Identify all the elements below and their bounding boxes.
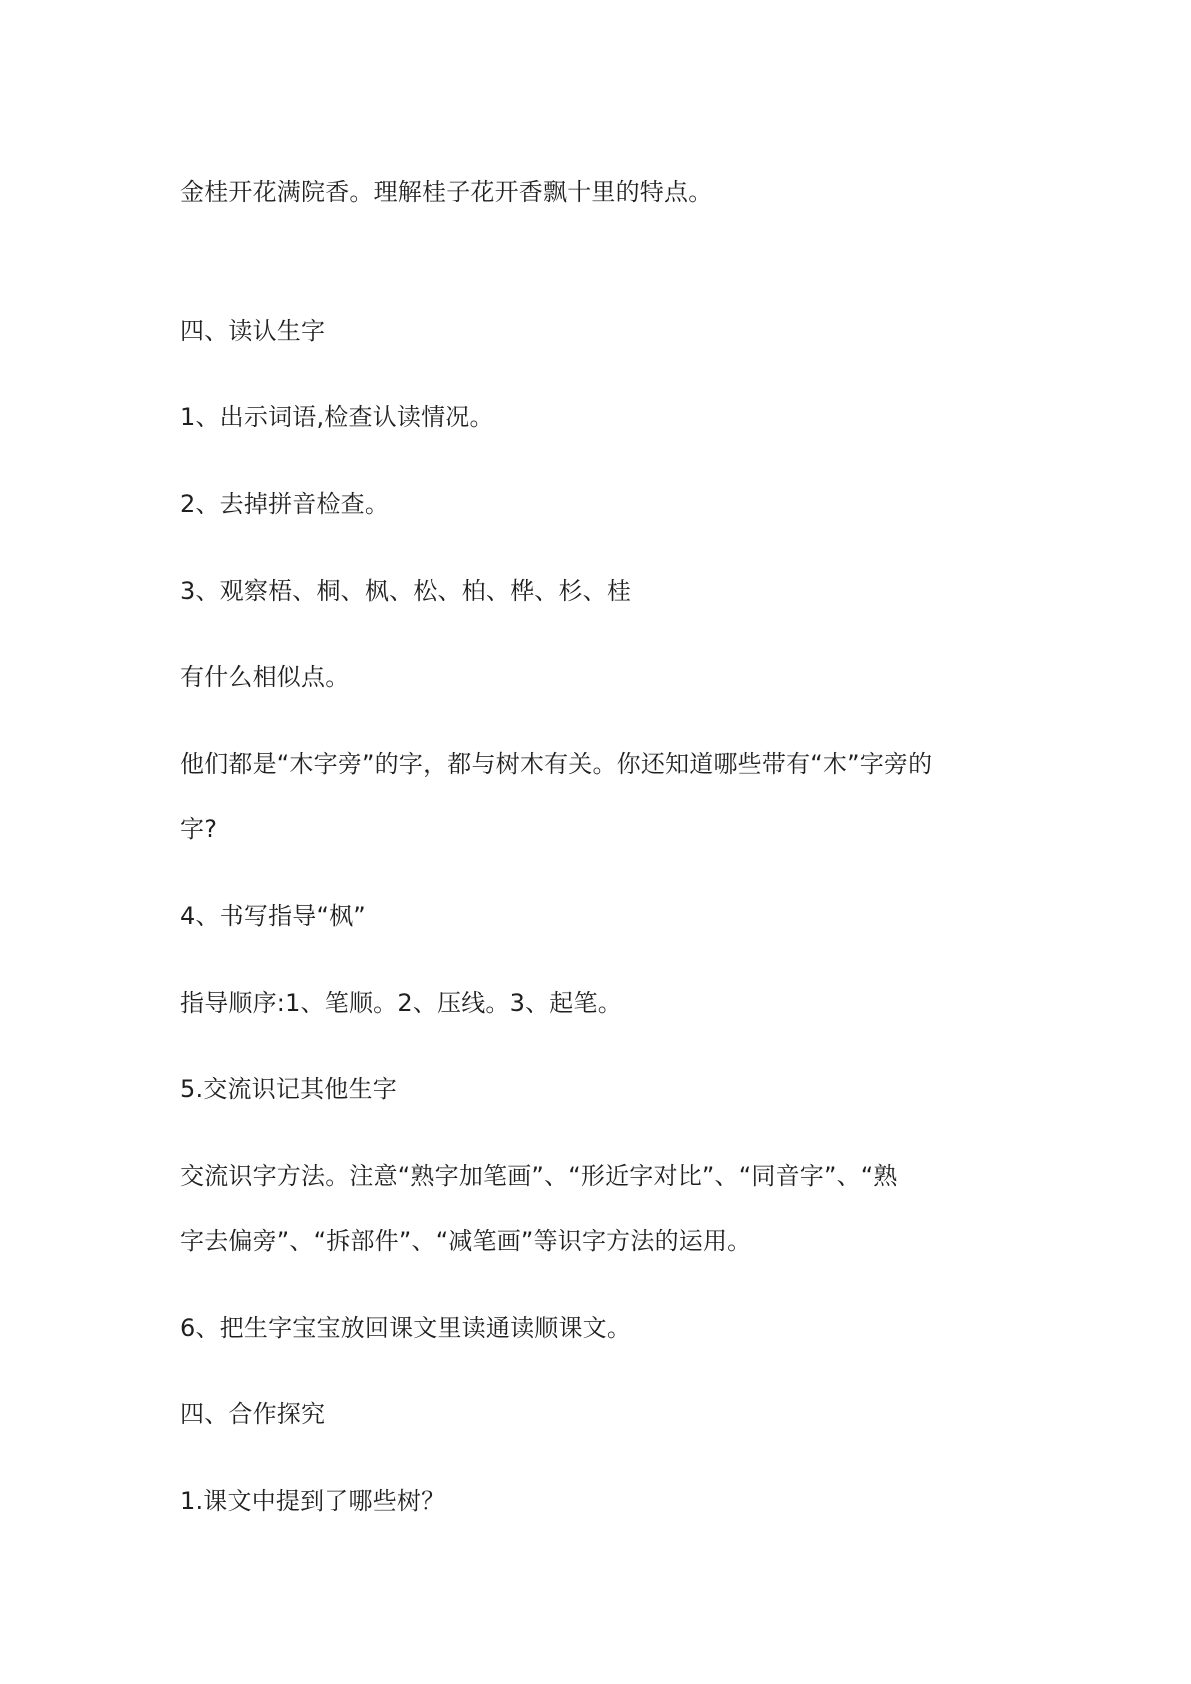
list-item-observe-characters: 3、观察梧、桐、枫、松、柏、桦、杉、桂 <box>180 577 632 605</box>
paragraph-guide-order: 指导顺序:1、笔顺。2、压线。3、起笔。 <box>180 989 622 1017</box>
list-item-show-words: 1、出示词语,检查认读情况。 <box>180 403 494 431</box>
list-item-read-text: 6、把生字宝宝放回课文里读通读顺课文。 <box>180 1314 632 1342</box>
list-item-remove-pinyin: 2、去掉拼音检查。 <box>180 490 390 518</box>
paragraph-osmanthus: 金桂开花满院香。理解桂子花开香飘十里的特点。 <box>180 178 713 206</box>
paragraph-wood-radical-cont: 字? <box>180 815 218 843</box>
list-item-writing-guide: 4、书写指导“枫” <box>180 902 366 930</box>
paragraph-methods-cont: 字去偏旁”、“拆部件”、“减笔画”等识字方法的运用。 <box>180 1227 752 1255</box>
section-heading-cooperation: 四、合作探究 <box>180 1400 326 1428</box>
list-item-question-trees: 1.课文中提到了哪些树？ <box>180 1487 446 1515</box>
paragraph-wood-radical: 他们都是“木字旁”的字，都与树木有关。你还知道哪些带有“木”字旁的 <box>180 750 933 778</box>
paragraph-similarity: 有什么相似点。 <box>180 663 350 691</box>
list-item-exchange: 5.交流识记其他生字 <box>180 1075 397 1103</box>
paragraph-methods: 交流识字方法。注意“熟字加笔画”、“形近字对比”、“同音字”、“熟 <box>180 1162 898 1190</box>
section-heading-read-characters: 四、读认生字 <box>180 317 326 345</box>
